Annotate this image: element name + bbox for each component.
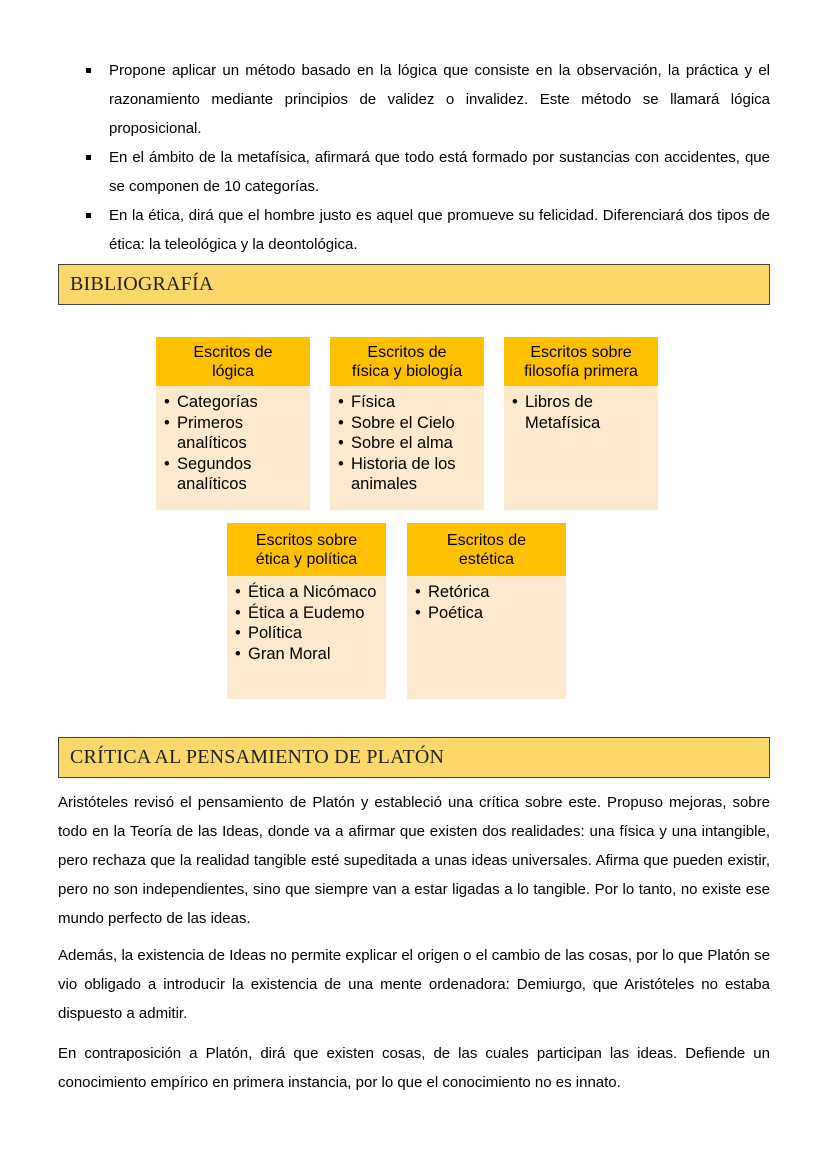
critica-paragraph-1: Aristóteles revisó el pensamiento de Platón y estableció una crítica sobre este. Propuso mejoras, sobre todo en la Teoría de las Ideas, donde va a afirmar que existen dos realidades: una física y una intangible, pero rechaza que la realidad tangible esté supeditada a unas ideas universales. Afirma que pueden existir, pero no son independientes, sino que siempre van a estar ligadas a lo tangible. Por lo tanto, no existe ese mundo perfecto de las ideas.: [58, 794, 770, 927]
list-item: • Segundos analíticos: [164, 454, 302, 495]
list-item: • Gran Moral: [235, 644, 378, 665]
bibliografia-heading-bar: [58, 264, 770, 305]
list-item: • Categorías: [164, 392, 302, 413]
card-list: [504, 386, 658, 433]
list-item: • Política: [235, 623, 378, 644]
list-item: • Poética: [415, 603, 558, 624]
section-heading: BIBLIOGRAFÍA: [70, 273, 214, 295]
card-title: Escritos de lógica: [156, 337, 310, 386]
list-item: • Historia de los animales: [338, 454, 476, 495]
square-bullet-icon: [86, 213, 91, 218]
card-title: Escritos sobre ética y política: [227, 523, 386, 576]
card-title: Escritos de estética: [407, 523, 566, 576]
square-bullet-icon: [86, 155, 91, 160]
card-list: [330, 386, 484, 495]
square-bullet-icon: [86, 68, 91, 73]
list-item: • Retórica: [415, 582, 558, 603]
list-item: • Libros de Metafísica: [512, 392, 650, 433]
section-heading: CRÍTICA AL PENSAMIENTO DE PLATÓN: [70, 746, 445, 768]
bullet-item: En la ética, dirá que el hombre justo es aquel que promueve su felicidad. Diferenciará dos tipos de ética: la teleológica y la deontológica.: [84, 201, 770, 259]
list-item: • Ética a Eudemo: [235, 603, 378, 624]
bib-card-fisica: [330, 337, 484, 510]
bib-card-etica-politica: [227, 523, 386, 699]
list-item: • Primeros analíticos: [164, 413, 302, 454]
bullet-item: Propone aplicar un método basado en la lógica que consiste en la observación, la práctica y el razonamiento mediante principios de validez o invalidez. Este método se llamará lógica proposicional.: [84, 56, 770, 143]
bib-card-filosofia-primera: [504, 337, 658, 510]
list-item: • Física: [338, 392, 476, 413]
bib-card-logica: [156, 337, 310, 510]
intro-bullet-list: [84, 56, 770, 259]
list-item: • Sobre el Cielo: [338, 413, 476, 434]
critica-heading-bar: [58, 737, 770, 778]
critica-paragraph-3: En contraposición a Platón, dirá que existen cosas, de las cuales participan las ideas. Defiende un conocimiento empírico en primera instancia, por lo que el conocimiento no es innato.: [58, 1045, 770, 1091]
card-list: [156, 386, 310, 495]
critica-paragraph-2: Además, la existencia de Ideas no permite explicar el origen o el cambio de las cosas, por lo que Platón se vio obligado a introducir la existencia de una mente ordenadora: Demiurgo, que Aristóteles no estaba dispuesto a admitir.: [58, 947, 770, 1022]
card-title: Escritos de física y biología: [330, 337, 484, 386]
list-item: • Sobre el alma: [338, 433, 476, 454]
card-list: [227, 576, 386, 664]
bullet-item: En el ámbito de la metafísica, afirmará que todo está formado por sustancias con accidentes, que se componen de 10 categorías.: [84, 143, 770, 201]
bib-card-estetica: [407, 523, 566, 699]
card-list: [407, 576, 566, 623]
card-title: Escritos sobre filosofía primera: [504, 337, 658, 386]
list-item: • Ética a Nicómaco: [235, 582, 378, 603]
